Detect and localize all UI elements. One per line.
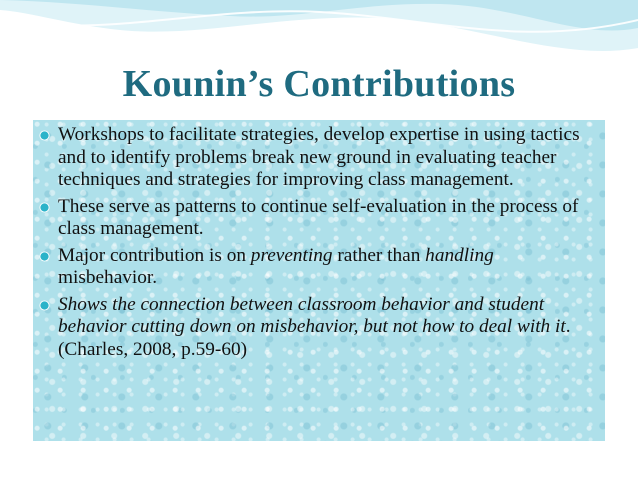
bullet-item: [33, 245, 605, 290]
bullet-list: [33, 124, 605, 361]
bullet-text: rather than: [332, 244, 426, 266]
bullet-text: Workshops to facilitate strategies, develop expertise in using tactics and to identify problems break new ground in evaluating teacher techniques and strategies for improving class management.: [58, 124, 580, 190]
bullet-text: . (Charles, 2008, p.59-60): [58, 316, 571, 360]
content-panel: [33, 120, 605, 441]
bullet-circle-icon: [39, 130, 50, 141]
bullet-circle-icon: [39, 202, 50, 213]
slide-title: Kounin’s Contributions: [122, 63, 516, 105]
bullet-text-italic: preventing: [250, 244, 333, 266]
bullet-text: These serve as patterns to continue self-evaluation in the process of class management.: [58, 195, 579, 239]
bullet-text-italic: Shows the connection between classroom behavior and student behavior cutting down on misbehavior, but not how to deal with it: [58, 293, 566, 337]
bullet-item: [33, 124, 605, 192]
bullet-text-italic: handling: [425, 244, 494, 266]
bullet-text: Major contribution is on: [58, 244, 251, 266]
bullet-circle-icon: [39, 300, 50, 311]
bullet-item: [33, 294, 605, 362]
bullet-circle-icon: [39, 251, 50, 262]
bullet-item: [33, 196, 605, 241]
bullet-text: misbehavior.: [58, 267, 158, 288]
